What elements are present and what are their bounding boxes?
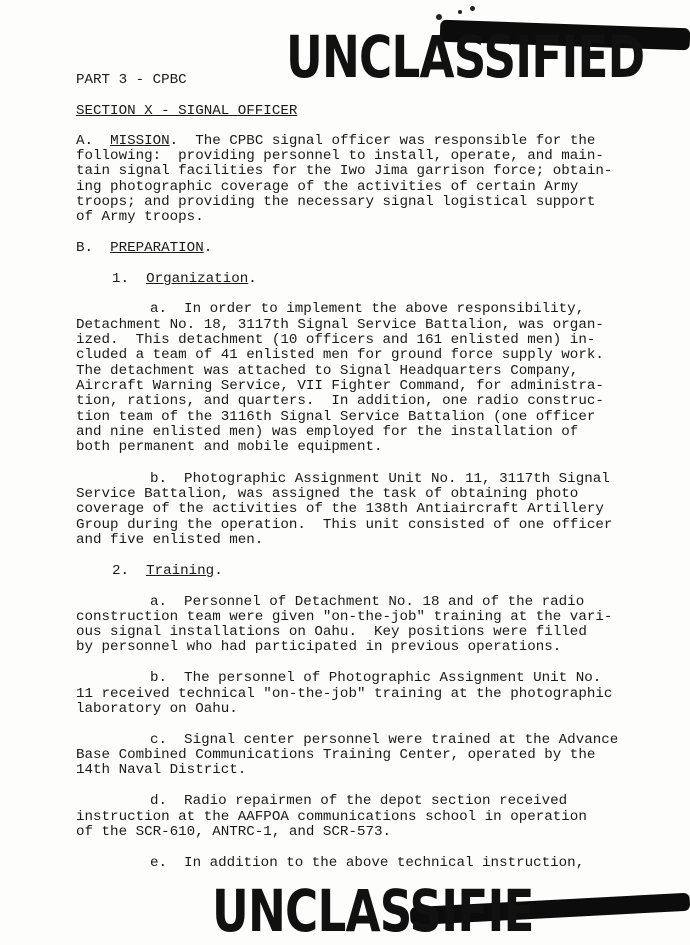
organization-heading-line: 1. Organization. [112, 271, 257, 287]
mission-heading: MISSION [110, 133, 170, 149]
ink-speck [458, 10, 462, 14]
preparation-heading: PREPARATION [110, 240, 204, 256]
organization-a-line: and nine enlisted men) was employed for the installation of [76, 424, 579, 440]
mission-label: A. [76, 133, 94, 149]
preparation-label: B. [76, 240, 94, 256]
organization-b-line: and five enlisted men. [76, 532, 264, 548]
preparation-heading-line: B. PREPARATION. [76, 240, 213, 256]
organization-number: 1. [112, 271, 130, 287]
training-b-line: b. The personnel of Photographic Assignment Unit No. [150, 670, 602, 686]
organization-a-line: cluded a team of 41 enlisted men for ground force supply work. [76, 347, 604, 363]
training-c-line: 14th Naval District. [76, 762, 247, 778]
ink-speck [470, 6, 475, 11]
training-d-line: instruction at the AAFPOA communications school in operation [76, 809, 587, 825]
training-e-line: e. In addition to the above technical instruction, [150, 855, 585, 871]
mission-line: tain signal facilities for the Iwo Jima garrison force; obtain- [76, 163, 613, 179]
ink-speck [436, 14, 442, 20]
mission-text: The CPBC signal officer was responsible for the [195, 133, 596, 149]
training-number: 2. [112, 563, 130, 579]
mission-paragraph-first-line: A. MISSION. The CPBC signal officer was responsible for the [76, 133, 596, 149]
organization-a-line: Aircraft Warning Service, VII Fighter Command, for administra- [76, 378, 604, 394]
training-c-line: c. Signal center personnel were trained at the Advance [150, 732, 619, 748]
unclassified-stamp-top: UNCLASSIFIED [286, 23, 645, 91]
training-c-line: Base Combined Communications Training Center, operated by the [76, 747, 596, 763]
mission-line: of Army troops. [76, 209, 204, 225]
organization-a-line: both permanent and mobile equipment. [76, 439, 383, 455]
mission-line: troops; and providing the necessary signal logistical support [76, 194, 596, 210]
training-a-line: a. Personnel of Detachment No. 18 and of the radio [150, 594, 585, 610]
training-a-line: construction team were given "on-the-job" training at the vari- [76, 609, 613, 625]
training-heading: Training [146, 563, 215, 579]
organization-b-line: Service Battalion, was assigned the task of obtaining photo [76, 486, 579, 502]
organization-b-line: b. Photographic Assignment Unit No. 11, 3117th Signal [150, 471, 610, 487]
organization-a-line: tion, rations, and quarters. In addition, one radio construc- [76, 393, 604, 409]
training-b-line: 11 received technical "on-the-job" training at the photographic [76, 686, 613, 702]
part-heading: PART 3 - CPBC [76, 72, 187, 88]
training-heading-line: 2. Training. [112, 563, 223, 579]
organization-a-line: tion team of the 3116th Signal Service Battalion (one officer [76, 409, 596, 425]
organization-b-line: coverage of the activities of the 138th Antiaircraft Artillery [76, 501, 604, 517]
training-b-line: laboratory on Oahu. [76, 701, 238, 717]
organization-b-line: Group during the operation. This unit consisted of one officer [76, 517, 613, 533]
organization-heading: Organization [146, 271, 249, 287]
section-title: SECTION X - SIGNAL OFFICER [76, 103, 298, 119]
mission-line: following: providing personnel to install, operate, and main- [76, 148, 604, 164]
organization-a-line: Detachment No. 18, 3117th Signal Service Battalion, was organ- [76, 317, 604, 333]
organization-a-line: a. In order to implement the above responsibility, [150, 301, 585, 317]
organization-a-line: ized. This detachment (10 officers and 161 enlisted men) in- [76, 332, 596, 348]
training-d-line: of the SCR-610, ANTRC-1, and SCR-573. [76, 824, 392, 840]
training-d-line: d. Radio repairmen of the depot section received [150, 793, 568, 809]
unclassified-stamp-bottom: UNCLASSIFIE [212, 877, 534, 945]
training-a-line: ous signal installations on Oahu. Key positions were filled [76, 624, 587, 640]
training-a-line: by personnel who had participated in previous operations. [76, 639, 562, 655]
mission-line: ing photographic coverage of the activities of certain Army [76, 179, 579, 195]
organization-a-line: The detachment was attached to Signal Headquarters Company, [76, 363, 579, 379]
